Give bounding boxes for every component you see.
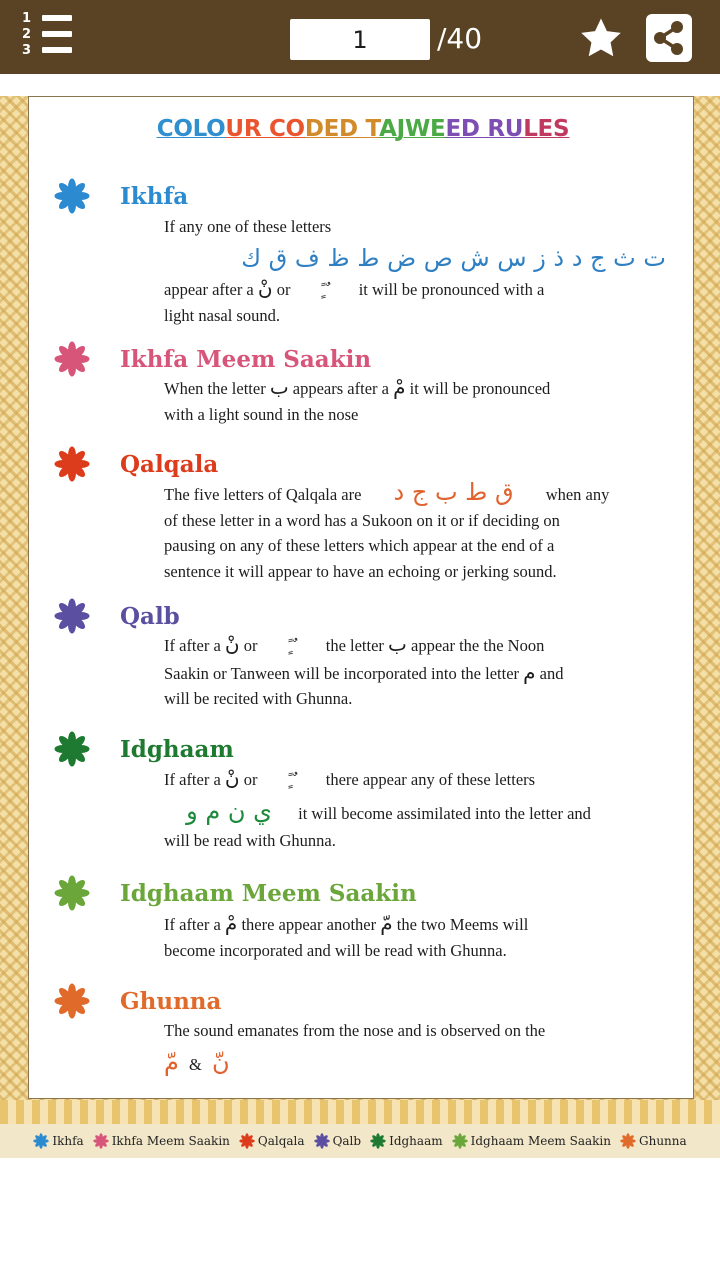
rule-title: Ikhfa	[120, 182, 189, 210]
flower-icon	[620, 1133, 636, 1149]
rule-idghaam-meem-body	[164, 911, 672, 963]
rule-text-line: When the letter	[164, 379, 266, 398]
rule-text-line: the two Meems will	[396, 915, 529, 934]
page-total-label: /40	[437, 22, 483, 55]
rule-text-line: light nasal sound.	[164, 306, 280, 325]
noon-saakin: نْ	[257, 275, 273, 300]
page-number-input[interactable]	[290, 19, 430, 60]
flower-icon	[54, 875, 90, 911]
ornamental-border-bottom	[0, 1100, 720, 1124]
rule-text-word: or	[276, 279, 291, 299]
rule-title: Qalqala	[120, 450, 219, 478]
rule-text-line: If after a	[164, 770, 221, 789]
tanween-marks: ً ٍ ٌ	[319, 280, 330, 299]
rule-text-line: will be recited with Ghunna.	[164, 689, 353, 708]
rule-text-line: The sound emanates from the nose and is observed on the	[164, 1021, 546, 1040]
rule-ghunna-body	[164, 1018, 672, 1080]
menu-bar	[42, 15, 72, 21]
ampersand: &	[188, 1054, 202, 1074]
rule-title: Ikhfa Meem Saakin	[120, 345, 372, 373]
page-title: COLOUR CODED TAJWEED RULES	[156, 116, 570, 142]
rule-text-line: appear after a	[164, 279, 254, 299]
top-toolbar	[0, 0, 720, 74]
letter-ba: ب	[388, 632, 407, 656]
legend-label: Ghunna	[639, 1134, 687, 1148]
legend-item	[452, 1133, 611, 1149]
letter-ba: ب	[269, 375, 289, 399]
rule-qalqala-body	[164, 480, 672, 584]
flower-icon	[54, 598, 90, 634]
page-image	[0, 96, 720, 1158]
flower-icon	[33, 1133, 49, 1149]
rule-text-line: If after a	[164, 915, 221, 934]
rule-text-line: there appear another	[241, 915, 377, 934]
flower-icon	[54, 446, 90, 482]
rule-text-line: If after a	[164, 636, 221, 655]
rule-text-line: when any	[545, 485, 610, 504]
legend-item	[314, 1133, 362, 1149]
flower-icon	[54, 341, 90, 377]
menu-number-2: 2	[22, 27, 32, 42]
flower-icon	[452, 1133, 468, 1149]
noon-saakin: نْ	[224, 632, 240, 656]
rule-qalb-heading	[54, 598, 180, 634]
rule-ikhfa-meem-heading	[54, 341, 371, 377]
legend-label: Qalqala	[257, 1134, 305, 1148]
menu-bar	[42, 47, 72, 53]
menu-number-1: 1	[22, 11, 32, 26]
flower-icon	[54, 731, 90, 767]
legend-label: Ikhfa Meem Saakin	[111, 1134, 230, 1148]
legend-label: Ikhfa	[52, 1134, 84, 1148]
legend-label: Idghaam	[389, 1134, 443, 1148]
legend-item	[370, 1133, 443, 1149]
arabic-letters: ت ث ج د ذ ز س ش ص ض ط ظ ف ق ك	[241, 243, 666, 272]
legend-item	[620, 1133, 687, 1149]
rule-title: Idghaam	[120, 735, 234, 763]
rule-idghaam-heading	[54, 731, 234, 767]
rule-ikhfa-body	[164, 214, 672, 329]
rule-text-line: of these letter in a word has a Sukoon on it or if deciding on	[164, 510, 560, 530]
rule-text-line: appear the the Noon	[411, 636, 545, 655]
rule-text-line: it will be pronounced with a	[358, 279, 545, 299]
rule-text-line: become incorporated and will be read with Ghunna.	[164, 940, 507, 960]
rule-ikhfa-meem-body	[164, 375, 672, 427]
tanween-marks: ً ٍ ٌ	[286, 771, 297, 789]
legend-item	[239, 1133, 305, 1149]
letter-meem: م	[523, 659, 536, 684]
star-icon[interactable]	[578, 15, 624, 61]
tanween-marks: ً ٍ ٌ	[286, 637, 297, 655]
numbered-list-menu-icon[interactable]	[18, 10, 78, 64]
flower-icon	[54, 983, 90, 1019]
meem-saakin: مْ	[393, 375, 406, 399]
rule-text-line: it will become assimilated into the letter and	[298, 803, 591, 823]
rule-text-line: Saakin or Tanween will be incorporated into the letter	[164, 663, 520, 683]
legend-item	[93, 1133, 230, 1149]
rule-text-word: or	[243, 636, 258, 655]
rule-title: Qalb	[120, 602, 180, 630]
rule-text-line: will be read with Ghunna.	[164, 830, 336, 850]
rule-idghaam-body	[164, 766, 672, 853]
rule-text-line: If any one of these letters	[164, 217, 332, 236]
rule-text-line: The five letters of Qalqala are	[164, 485, 362, 504]
meem-shadda: مّ	[164, 1047, 179, 1076]
meem-saakin: مْ	[224, 911, 238, 935]
rule-qalqala-heading	[54, 446, 218, 482]
rule-text-line: with a light sound in the nose	[164, 404, 359, 424]
flower-icon	[370, 1133, 386, 1149]
rule-text-line: the letter	[325, 636, 384, 655]
rule-text-line: sentence it will appear to have an echoing or jerking sound.	[164, 561, 557, 581]
color-legend	[0, 1124, 720, 1158]
rule-ghunna-heading	[54, 983, 221, 1019]
rule-text-line: pausing on any of these letters which appear at the end of a	[164, 536, 555, 555]
rule-text-word: or	[243, 770, 258, 789]
noon-saakin: نْ	[224, 766, 240, 790]
meem-shadda: مّ	[380, 911, 393, 935]
legend-label: Idghaam Meem Saakin	[470, 1134, 611, 1148]
rule-qalb-body	[164, 632, 672, 712]
menu-bar	[42, 31, 72, 37]
noon-shadda: نّ	[211, 1047, 230, 1076]
rule-text-line: there appear any of these letters	[325, 770, 536, 789]
arabic-letters: ي ن م و	[186, 796, 272, 825]
rule-text-line: it will be pronounced	[409, 379, 551, 398]
legend-label: Qalb	[332, 1134, 362, 1148]
rule-title: Idghaam Meem Saakin	[120, 879, 417, 907]
legend-item	[33, 1133, 83, 1149]
flower-icon	[314, 1133, 330, 1149]
rule-title: Ghunna	[120, 987, 222, 1015]
rule-text-line: appears after a	[292, 379, 389, 398]
flower-icon	[239, 1133, 255, 1149]
rule-text-word: and	[539, 663, 564, 683]
flower-icon	[93, 1133, 109, 1149]
arabic-letters: ق ط ب ج د	[393, 478, 514, 506]
menu-number-3: 3	[22, 43, 32, 58]
share-icon[interactable]	[646, 14, 692, 62]
rule-idghaam-meem-heading	[54, 875, 417, 911]
flower-icon	[54, 178, 90, 214]
rule-ikhfa-heading	[54, 178, 188, 214]
